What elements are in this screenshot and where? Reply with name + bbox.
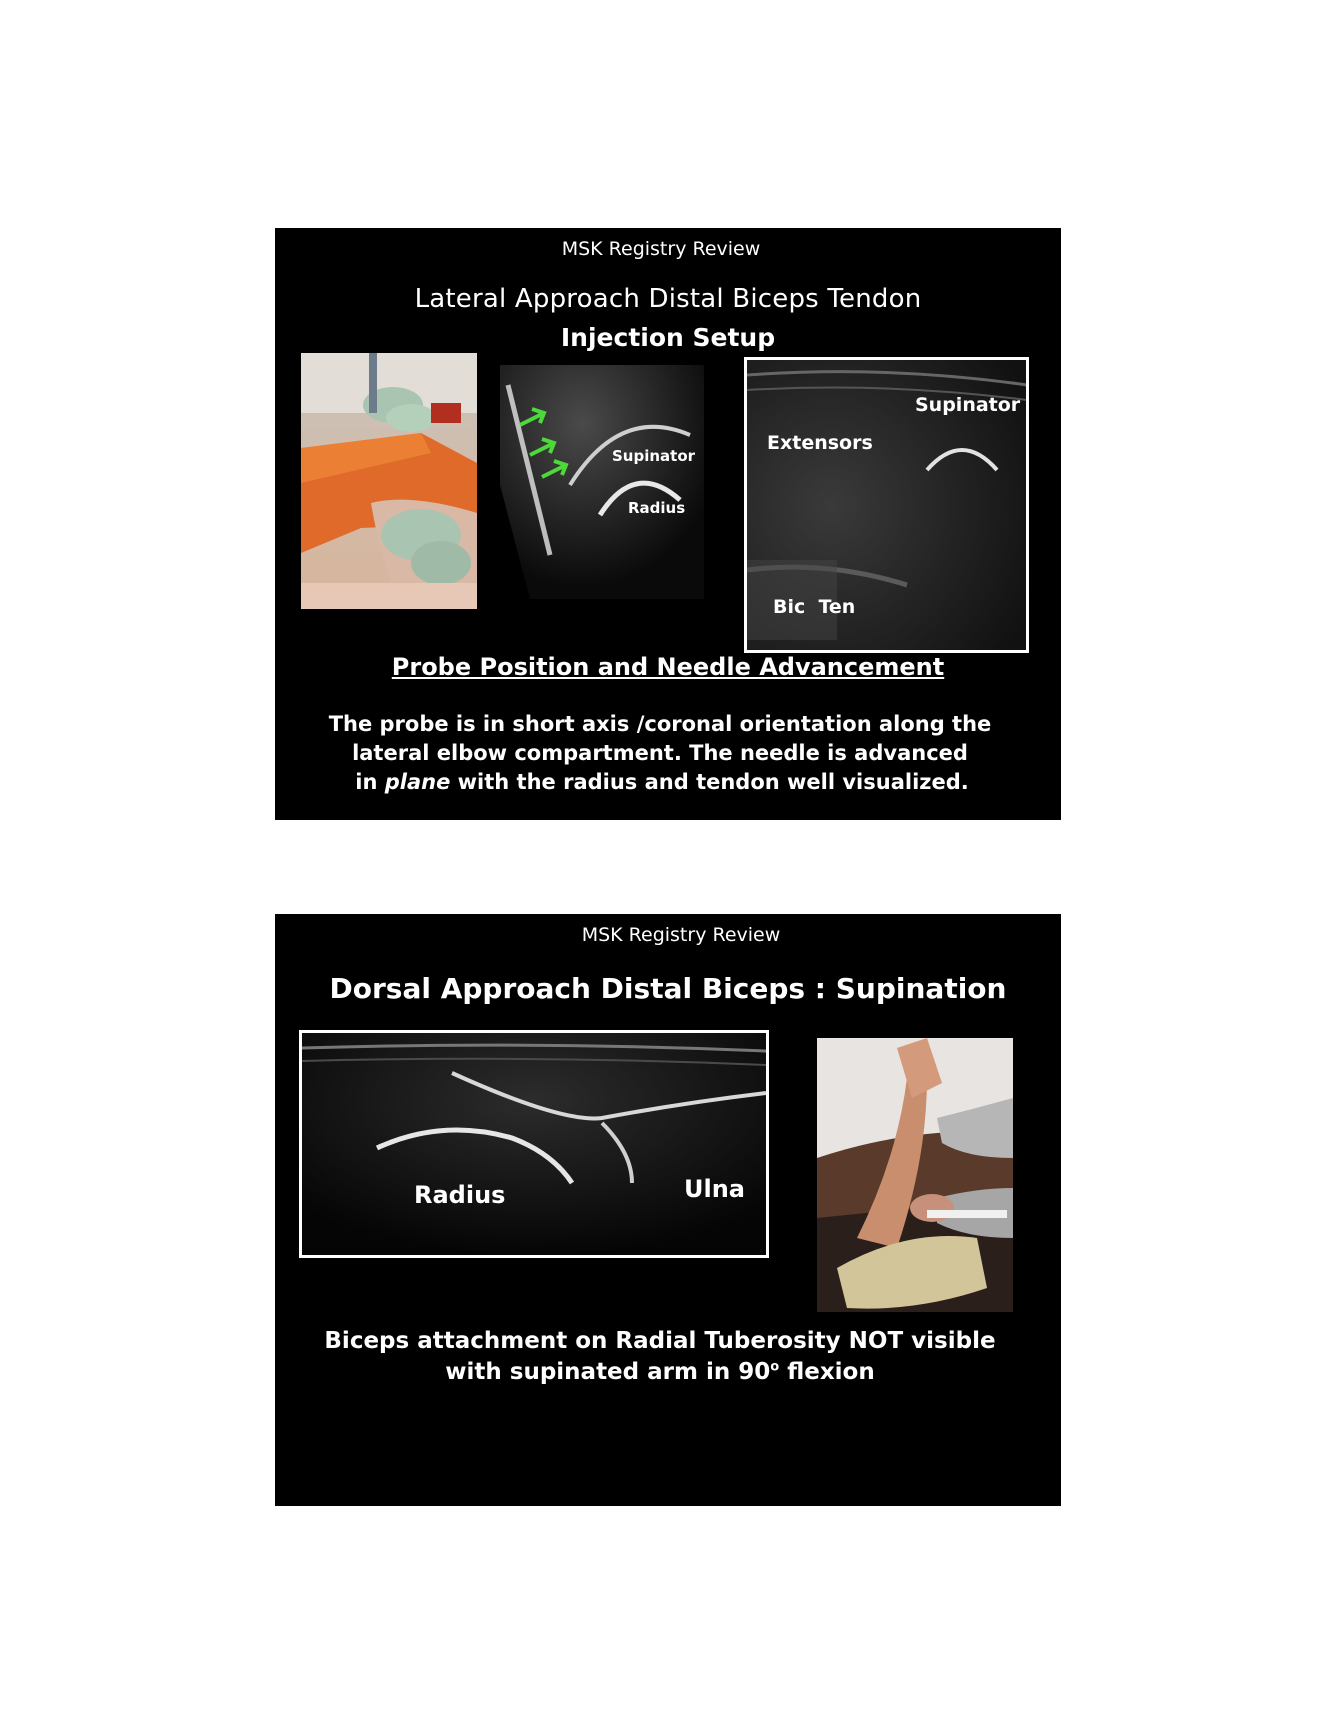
slide-title: Dorsal Approach Distal Biceps : Supination xyxy=(329,972,1007,1005)
ultrasound-image-supinator xyxy=(744,357,1029,653)
degree-superscript: o xyxy=(770,1359,780,1375)
slide-1 xyxy=(275,228,1061,820)
slide-header: MSK Registry Review xyxy=(561,238,761,260)
slide-subtitle: Injection Setup xyxy=(560,323,776,352)
injection-setup-photo xyxy=(301,353,477,609)
slide-header: MSK Registry Review xyxy=(581,924,781,946)
us2-label-supinator: Supinator xyxy=(915,394,1021,416)
body-line-3-suffix: with the radius and tendon well visualized. xyxy=(457,770,969,794)
us3-label-ulna: Ulna xyxy=(684,1175,745,1203)
body-line-2-prefix: with supinated arm in 90 xyxy=(445,1359,771,1385)
us2-label-bic-ten: Bic Ten xyxy=(773,596,856,618)
slide-title: Lateral Approach Distal Biceps Tendon xyxy=(414,284,922,314)
body-line-1: Biceps attachment on Radial Tuberosity NOT visible xyxy=(324,1328,996,1354)
body-line-3 xyxy=(275,770,1049,794)
body-line-3-italic: plane xyxy=(384,770,451,794)
us1-label-supinator: Supinator xyxy=(612,447,696,465)
us3-label-radius: Radius xyxy=(414,1181,506,1209)
body-line-1: The probe is in short axis /coronal orientation along the xyxy=(328,712,992,736)
section-heading: Probe Position and Needle Advancement xyxy=(391,653,945,681)
body-line-2-suffix: flexion xyxy=(779,1359,875,1385)
us2-label-extensors: Extensors xyxy=(767,432,873,454)
ultrasound-image-radius-ulna xyxy=(299,1030,769,1258)
body-line-3-prefix: in xyxy=(355,770,378,794)
us1-label-radius: Radius xyxy=(628,499,686,517)
body-line-2: lateral elbow compartment. The needle is advanced xyxy=(352,741,968,765)
body-line-2 xyxy=(275,1359,1045,1385)
slide-2 xyxy=(275,914,1061,1506)
ultrasound-image-needle xyxy=(500,365,704,599)
patient-positioning-photo xyxy=(817,1038,1013,1312)
